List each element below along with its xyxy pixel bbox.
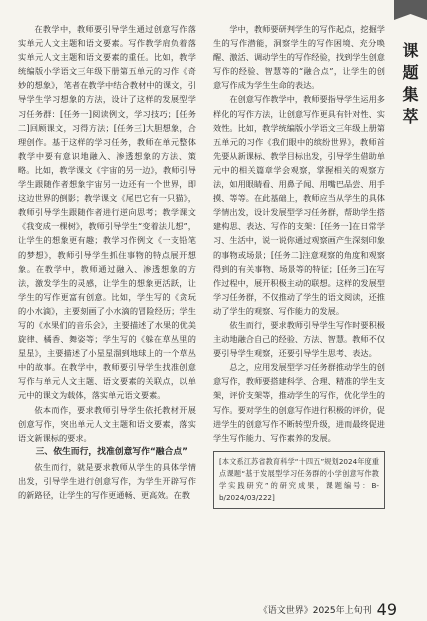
page-number: 49 <box>376 600 397 619</box>
left-column <box>18 22 196 597</box>
body-paragraph: 学中，教师要研判学生的写作起点，挖掘学生的写作潜能，洞察学生的写作困境、充分唤醒、激活、调动学生的写作经验，找到学生创意写作的经验、智慧等的“融合点”，让学生的创意写作成为学生生命的表达。 <box>213 24 385 91</box>
body-paragraph: 在教学中，教师要引导学生通过创意写作落实单元人文主题和语文要素。写作教学肩负着落实单元人文主题和语文要素的重任。比如，教学统编版小学语文三年级下册第五单元的习作《奇妙的想象》，笔者在教学中结合教材中的课文，引导学生学习想象的方法，设计了这样的发展型学习任务群：[任务一]阅读例文，学习技巧；[任务二]回顾课文，习得方法；[任务三]大胆想象，合理创作。基于这样的学习任务，教师在单元整体教学中要有意识地融入、渗透想象的方法、策略。比如，教学课文《宇宙的另一边》，教师引导学生跟随作者想象宇宙另一边还有一个世界，即这边世界的倒影；教学课文《尾巴它有一只猫》，教师引导学生跟随作者进行逆向思考；教学课文《我变成一棵树》，教师引导学生“变着法儿想”，让学生的想象更有趣；教学习作例文《一支铅笔的梦想》，教师引导学生抓住事物的特点展开想象。在教学中，教师通过融入、渗透想象的方法，激发学生的灵感，让学生的想象更活跃，让学生的写作更富有创意。比如，学生写的《贪玩的小水滴》，主要刻画了小水滴的冒险经历；学生写的《水果们的音乐会》，主要描述了水果的优美旋律、橘香、舞姿等；学生写的《躲在草丛里的星星》，主要描述了小星星溜到地球上的一个草丛中的故事。在教学中，教师要引导学生找准创意写作与单元人文主题、语文要素的关联点，以单元中的课文为载体，落实单元语文要素。 <box>18 24 196 401</box>
corner-tab-marker <box>394 0 427 20</box>
section-heading: 三、依生而行，找准创意写作“融合点” <box>35 446 188 457</box>
side-title-char: 萃 <box>402 107 419 126</box>
body-paragraph: 依生而行，要求教师引导学生写作时要积极主动地融合自己的经验、方法、智慧。教师不仅要引导学生观察，还要引导学生思考、表达。 <box>213 319 385 359</box>
side-title-char: 题 <box>402 63 419 82</box>
body-paragraph: 在创意写作教学中，教师要指导学生运用多样化的写作方法，让创意写作更具有针对性、实效性。比如，教学统编版小学语文三年级上册第五单元的习作《我们眼中的缤纷世界》，教师首先要从新课标、教学目标出发，引导学生借助单元中的相关篇章学会观察，掌握相关的观察方法，如用眼睛看、用鼻子闻、用嘴巴品尝、用手摸、等等。在此基础上，教师应当从学生的具体学情出发，设计发展型学习任务群，帮助学生搭建构思、表达、写作的支架：[任务一]在日常学习、生活中，说一说你通过观察画产生深刻印象的事物或场景；[任务二]注意观察的角度和观察得到的有关事物、场景等的特征；[任务三]在写作过程中，展开积极主动的联想。这样的发展型学习任务群，不仅推动了学生的语文阅读，还推动了学生的观察、写作能力的发展。 <box>213 94 385 316</box>
page-footer <box>259 599 397 619</box>
right-column <box>213 22 385 597</box>
journal-name: 《语文世界》2025年上旬刊 <box>258 606 372 616</box>
body-paragraph: 依本而作，要求教师引导学生依托教材开展创意写作，突出单元人文主题和语文要素，落实语文新课标的要求。 <box>18 404 196 443</box>
side-title-char: 课 <box>402 41 419 60</box>
funding-note-box: [本文系江苏省教育科学“十四五”规划2024年度重点课题“基于发展型学习任务群的小学创意写作教学实践研究”的研究成果，课题编号：B-b/2024/03/222] <box>213 451 385 509</box>
body-paragraph: 总之，应用发展型学习任务群推动学生的创意写作，教师要搭建科学、合理、精准的学生支架，评价支架等，推动学生的写作，优化学生的写作。要对学生的创意写作进行积极的评价，促进学生的创意写作不断转型升级，进而最终促进学生写作能力、写作素养的发展。 <box>213 362 385 443</box>
body-paragraph: 依生而行，就是要求教师从学生的具体学情出发，引导学生进行创意写作，为学生开辟写作的新路径，让学生的写作更通畅、更高效。在教 <box>18 461 196 500</box>
side-title-char: 集 <box>402 85 419 104</box>
section-side-title <box>394 40 427 128</box>
